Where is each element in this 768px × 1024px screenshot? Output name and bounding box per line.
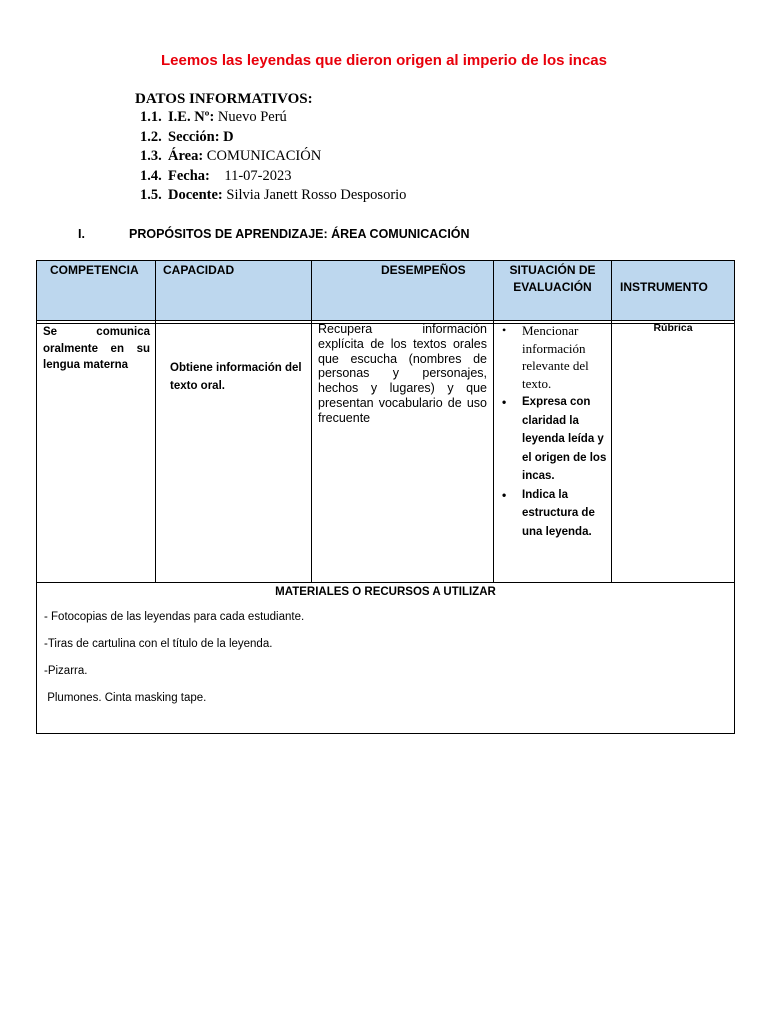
materiales-item: -Tiras de cartulina con el título de la leyenda. (44, 638, 273, 650)
materiales-item: -Pizarra. (44, 665, 88, 677)
section-title: PROPÓSITOS DE APRENDIZAJE: ÁREA COMUNICACIÓN (129, 227, 470, 241)
materiales-item: Plumones. Cinta masking tape. (44, 692, 207, 704)
materiales-title: MATERIALES O RECURSOS A UTILIZAR (275, 586, 496, 598)
cell-capacidad: Obtiene información del texto oral. (170, 362, 302, 392)
col-divider-4 (611, 260, 612, 583)
cell-instrumento: Rúbrica (653, 322, 693, 334)
situacion-item: • Expresa con claridad la leyenda leída y el origen de los incas. (496, 393, 608, 486)
situacion-item: • Mencionar información relevante del texto. (496, 322, 608, 392)
header-competencia: COMPETENCIA (50, 263, 139, 277)
cell-competencia: Se comunica oralmente en su lengua materna (43, 326, 150, 371)
header-instrumento: INSTRUMENTO (620, 280, 708, 294)
materiales-item: - Fotocopias de las leyendas para cada estudiante. (44, 611, 305, 623)
datos-item-seccion: 1.2. Sección: D (140, 129, 234, 145)
situacion-item: • Indica la estructura de una leyenda. (496, 486, 608, 542)
header-situacion-line1: SITUACIÓN DE (509, 263, 596, 277)
datos-item-area: 1.3. Área: COMUNICACIÓN (140, 148, 322, 164)
header-situacion-line2: EVALUACIÓN (513, 280, 592, 294)
cell-situacion (496, 322, 608, 541)
cell-desempenos: Recupera información explícita de los textos orales que escucha (nombres de personas y personajes, hechos y lugares) y que presentan vocabulario de uso frecuente (318, 322, 487, 425)
header-row-divider (36, 320, 735, 321)
datos-item-fecha: 1.4. Fecha: 11-07-2023 (140, 168, 292, 184)
datos-item-docente: 1.5. Docente: Silvia Janett Rosso Desposorio (140, 187, 407, 203)
datos-informativos-heading: DATOS INFORMATIVOS: (135, 91, 313, 107)
header-desempenos: DESEMPEÑOS (381, 263, 466, 277)
header-capacidad: CAPACIDAD (163, 263, 235, 277)
materials-row-divider (36, 582, 735, 583)
document-title: Leemos las leyendas que dieron origen al imperio de los incas (161, 52, 607, 69)
col-divider-1 (155, 260, 156, 583)
datos-item-ie: 1.1. I.E. Nº: Nuevo Perú (140, 109, 287, 125)
section-number: I. (78, 227, 85, 241)
col-divider-2 (311, 260, 312, 583)
col-divider-3 (493, 260, 494, 583)
